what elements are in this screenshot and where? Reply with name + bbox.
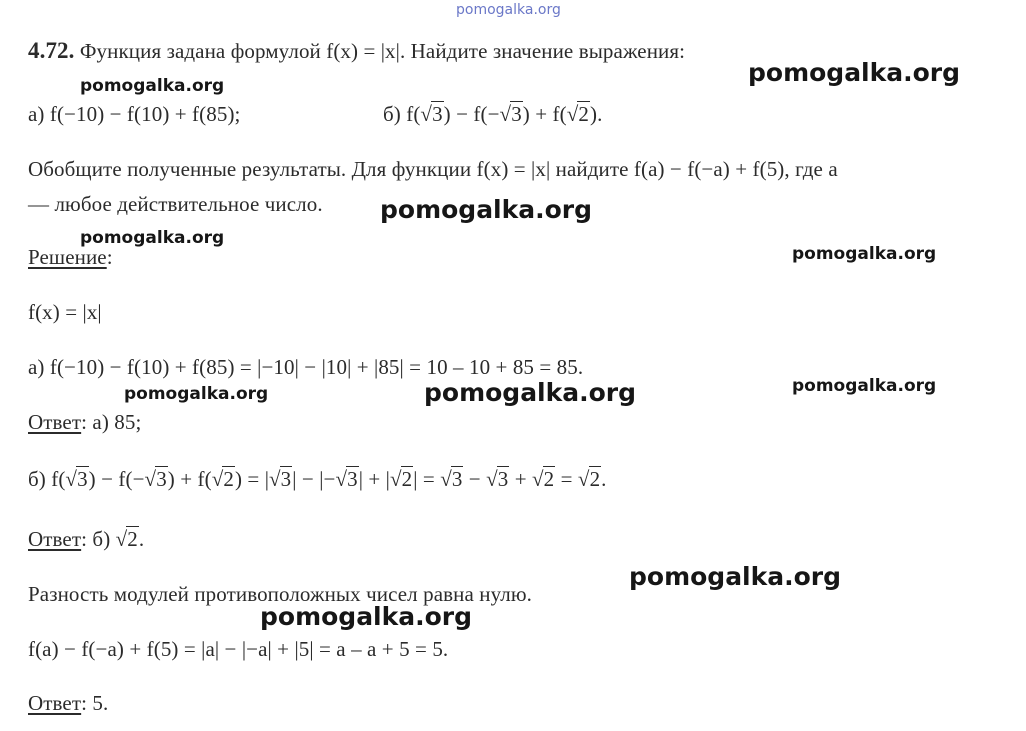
- calc-b: б) f(√3) − f(−√3) + f(√2) = |√3| − |−√3| + |√2| = √3 − √3 + √2 = √2.: [28, 467, 607, 491]
- answer-a: Ответ: а) 85;: [28, 410, 142, 434]
- sqrt-symbol: √2: [115, 527, 138, 551]
- watermark: pomogalka.org: [792, 376, 937, 396]
- sqrt-symbol: √2: [211, 467, 234, 491]
- watermark: pomogalka.org: [424, 378, 637, 407]
- sqrt-symbol: √3: [486, 467, 509, 491]
- watermark: pomogalka.org: [629, 562, 842, 591]
- watermark: pomogalka.org: [260, 602, 473, 631]
- answer-label: Ответ: [28, 527, 82, 551]
- function-definition: f(x) = |x|: [28, 300, 102, 324]
- sqrt-symbol: √2: [390, 467, 413, 491]
- answer-label: Ответ: [28, 410, 82, 434]
- watermark: pomogalka.org: [380, 195, 593, 224]
- calc-general: f(a) − f(−a) + f(5) = |a| − |−a| + |5| = a – a + 5 = 5.: [28, 637, 449, 661]
- note: Разность модулей противоположных чисел равна нулю.: [28, 582, 532, 606]
- solution-heading: Решение:: [28, 245, 113, 269]
- sqrt-symbol: √2: [532, 467, 555, 491]
- watermark: pomogalka.org: [80, 228, 225, 248]
- sqrt-symbol: √3: [144, 467, 167, 491]
- generalize-line-1: Обобщите полученные результаты. Для функции f(x) = |x| найдите f(a) − f(−a) + f(5), где a: [28, 157, 838, 181]
- sqrt-symbol: √3: [420, 102, 443, 126]
- problem-number: 4.72.: [28, 38, 75, 63]
- watermark: pomogalka.org: [124, 384, 269, 404]
- part-b-task: б) f(√3) − f(−√3) + f(√2).: [383, 102, 603, 126]
- answer-b: Ответ: б) √2.: [28, 527, 145, 551]
- answer-label: Ответ: [28, 691, 82, 715]
- sqrt-symbol: √3: [269, 467, 292, 491]
- watermark: pomogalka.org: [792, 244, 937, 264]
- part-a-task: а) f(−10) − f(10) + f(85);: [28, 102, 241, 126]
- problem-text: Функция задана формулой f(x) = |x|. Найдите значение выражения:: [79, 39, 686, 63]
- sqrt-symbol: √2: [566, 102, 589, 126]
- watermark: pomogalka.org: [748, 58, 961, 87]
- answer-final: Ответ: 5.: [28, 691, 109, 715]
- generalize-line-2: — любое действительное число.: [28, 192, 323, 216]
- problem-statement: [28, 38, 685, 64]
- sqrt-symbol: √2: [577, 467, 601, 491]
- sqrt-symbol: √3: [440, 467, 463, 491]
- watermark-top: pomogalka.org: [456, 2, 561, 18]
- calc-a: а) f(−10) − f(10) + f(85) = |−10| − |10| + |85| = 10 – 10 + 85 = 85.: [28, 355, 584, 379]
- part-b-text: б) f(: [383, 102, 421, 126]
- watermark: pomogalka.org: [80, 76, 225, 96]
- sqrt-symbol: √3: [65, 467, 88, 491]
- sqrt-symbol: √3: [335, 467, 358, 491]
- sqrt-symbol: √3: [499, 102, 522, 126]
